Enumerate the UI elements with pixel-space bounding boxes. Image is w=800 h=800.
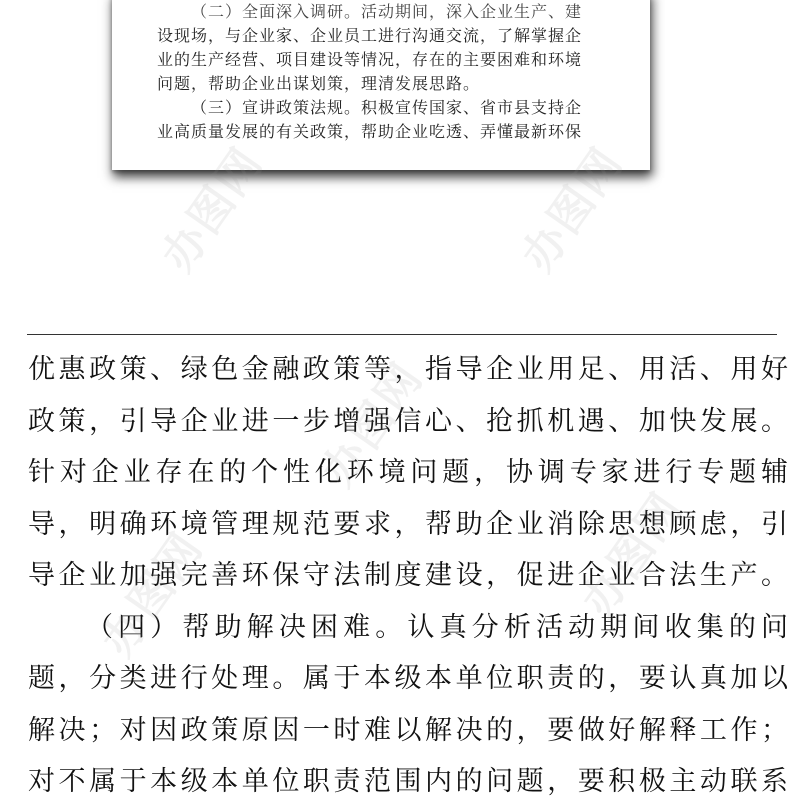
card-line: 业高质量发展的有关政策，帮助企业吃透、弄懂最新环保 [157,122,583,141]
body-line: （四）帮助解决困难。认真分析活动期间收集的问 [86,611,788,643]
watermark: 办图网 [572,483,694,626]
body-line: 优惠政策、绿色金融政策等，指导企业用足、用活、用好 [28,354,788,385]
preview-paper-card [112,0,650,170]
body-line: 政策，引导企业进一步增强信心、抢抓机遇、加快发展。 [28,405,788,437]
main-paragraphs [28,344,788,800]
watermark: 办图网 [512,138,634,281]
card-line: 业的生产经营、项目建设等情况，存在的主要困难和环境 [157,50,583,69]
card-line: （二）全面深入调研。活动期间，深入企业生产、建 [191,2,583,21]
body-line: 对不属于本级本单位职责范围内的问题，要积极主动联系 [28,766,788,797]
body-line: 题，分类进行处理。属于本级本单位职责的，要认真加以 [28,663,788,694]
watermark: 办图网 [152,138,274,281]
body-line: 针对企业存在的个性化环境问题，协调专家进行专题辅 [28,457,788,488]
card-line: （三）宣讲政策法规。积极宣传国家、省市县支持企 [191,98,583,117]
watermark: 办图网 [92,523,214,666]
separator-line [27,334,777,335]
body-line: 导企业加强完善环保守法制度建设，促进企业合法生产。 [28,560,788,591]
card-line: 设现场，与企业家、企业员工进行沟通交流，了解掌握企 [157,26,583,45]
watermark: 办图网 [312,353,434,496]
body-line: 导，明确环境管理规范要求，帮助企业消除思想顾虑，引 [28,508,788,540]
card-paragraphs [157,2,627,144]
card-line: 问题，帮助企业出谋划策，理清发展思路。 [157,74,481,93]
body-line: 解决；对因政策原因一时难以解决的，要做好解释工作； [28,714,788,746]
